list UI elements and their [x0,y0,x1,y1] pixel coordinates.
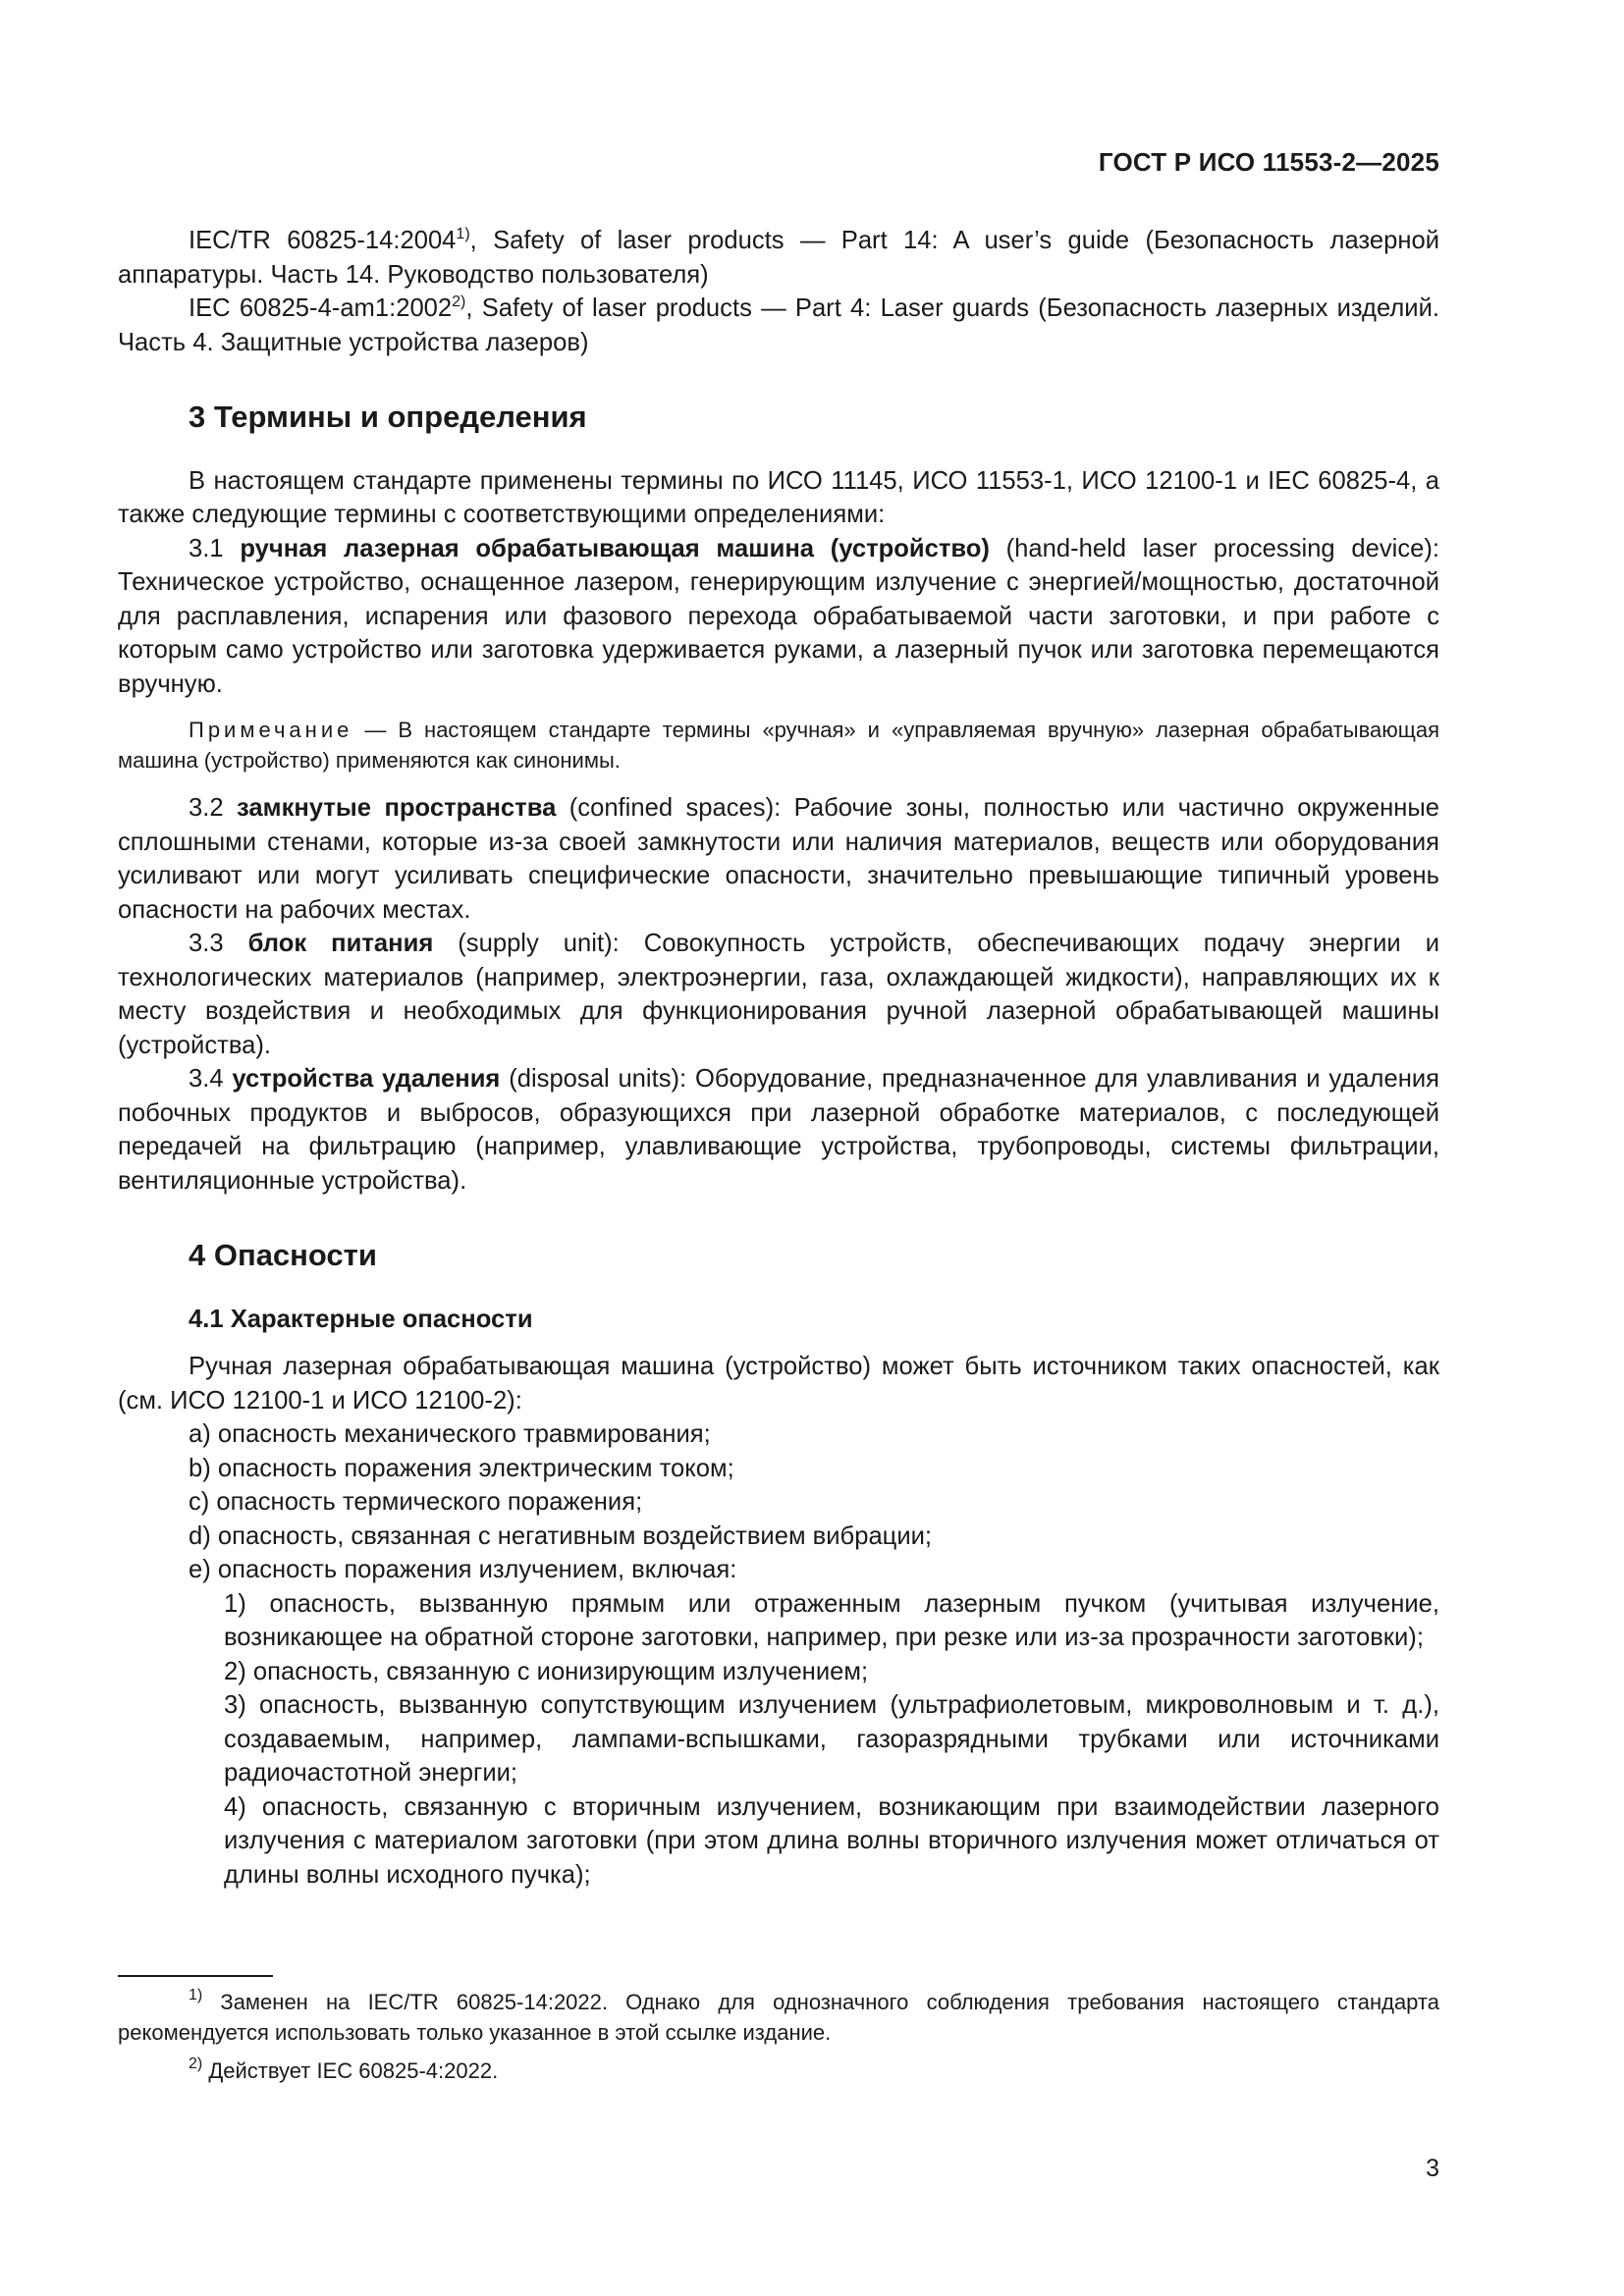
term-3-1-number: 3.1 [189,534,224,562]
reference-1-id: IEC/TR 60825-14:2004 [189,227,457,254]
reference-2-text: , Safety of laser products — Part 4: Laser guards (Безопасность лазерных изделий. Часть 4. Защитные устройства лазеров) [118,294,1439,356]
term-3-3-number: 3.3 [189,930,224,957]
term-3-1-definition: (hand-held laser processing device): Техническое устройство, оснащенное лазером, генерирующим излучение с энергией/мощностью, достаточной для расплавления, испарения или фазового перехода обрабатываемой части заготовки, и при работе с которым само устройство или заготовка удерживается руками, а лазерный пучок или заготовка перемещаются вручную. [118,534,1439,698]
term-3-4-name: устройства удаления [232,1065,501,1093]
term-3-2-name: замкнутые пространства [237,794,557,822]
footnote-1-mark: 1) [189,1987,203,2003]
term-3-2 [118,791,1439,927]
subsection-4-1-title: 4.1 Характерные опасности [189,1305,533,1333]
term-3-1 [118,532,1439,702]
footnote-2-text: Действует IEC 60825-4:2022. [202,2058,499,2083]
subsection-4-1-intro: Ручная лазерная обрабатывающая машина (устройство) может быть источником таких опасностей, как (см. ИСО 12100-1 и ИСО 12100-2): [118,1353,1439,1415]
term-3-4-definition: (disposal units): Оборудование, предназначенное для улавливания и удаления побочных продуктов и выбросов, образующихся при лазерной обработке материалов, с последующей передачей на фильтрацию (например, улавливающие устройства, трубопроводы, системы фильтрации, вентиляционные устройства). [118,1065,1439,1195]
document-header: ГОСТ Р ИСО 11553-2—2025 [1098,147,1439,177]
term-3-4 [118,1062,1439,1198]
note-label: Примечание [189,718,353,742]
list-item: b) опасность поражения электрическим током; [189,1454,734,1482]
reference-1-footnote-mark: 1) [456,226,470,242]
term-3-1-name: ручная лазерная обрабатывающая машина (устройство) [240,534,990,562]
page-number: 3 [1426,2155,1439,2182]
list-item: c) опасность термического поражения; [189,1488,643,1516]
sub-list-item: 1) опасность, вызванную прямым или отраженным лазерным пучком (учитывая излучение, возникающее на обратной стороне заготовки, например, при резке или из-за прозрачности заготовки); [224,1589,1439,1651]
term-3-3-name: блок питания [247,930,434,957]
footnote-2-mark: 2) [189,2056,203,2072]
section-4-title: 4 Опасности [189,1238,377,1272]
section-3-title: 3 Термины и определения [189,400,587,434]
footnote-divider [118,1975,273,1977]
note [118,715,1439,775]
term-3-2-number: 3.2 [189,794,224,822]
reference-2-id: IEC 60825-4-am1:2002 [189,294,453,322]
reference-2 [118,292,1439,359]
sub-list-item: 2) опасность, связанную с ионизирующим излучением; [224,1657,869,1685]
note-text: — В настоящем стандарте термины «ручная» и «управляемая вручную» лазерная обрабатывающая машина (устройство) применяются как синонимы. [118,718,1439,773]
term-3-3 [118,927,1439,1062]
term-3-3-definition: (supply unit): Совокупность устройств, обеспечивающих подачу энергии и технологических материалов (например, электроэнергии, газа, охлаждающей жидкости), направляющих их к месту воздействия и необходимых для функционирования ручной лазерной обрабатывающей машины (устройства). [118,930,1439,1059]
list-item: d) опасность, связанная с негативным воздействием вибрации; [189,1522,933,1550]
term-3-4-number: 3.4 [189,1065,224,1093]
list-item: e) опасность поражения излучением, включая: [189,1556,737,1583]
footnote-1-text: Заменен на IEC/TR 60825-14:2022. Однако для однозначного соблюдения требования настоящего стандарта рекомендуется использовать только указанное в этой ссылке издание. [118,1990,1439,2045]
term-3-2-definition: (confined spaces): Рабочие зоны, полностью или частично окруженные сплошными стенами, которые из-за своей замкнутости или наличия материалов, веществ или оборудования усиливают или могут усиливать специфические опасности, значительно превышающие типичный уровень опасности на рабочих местах. [118,794,1439,924]
main-content [118,224,1439,1892]
reference-1 [118,224,1439,292]
list-item: a) опасность механического травмирования; [189,1420,711,1448]
reference-2-footnote-mark: 2) [452,294,466,310]
footnotes [118,1987,1439,2094]
section-3-intro: В настоящем стандарте применены термины по ИСО 11145, ИСО 11553-1, ИСО 12100-1 и IEC 60825-4, а также следующие термины с соответствующими определениями: [118,466,1439,528]
reference-1-text: , Safety of laser products — Part 14: A user’s guide (Безопасность лазерной аппаратуры. Часть 14. Руководство пользователя) [118,227,1439,289]
footnote-2 [118,2056,1439,2086]
sub-list-item: 4) опасность, связанную с вторичным излучением, возникающим при взаимодействии лазерного излучения с материалом заготовки (при этом длина волны вторичного излучения может отличаться от длины волны исходного пучка); [224,1792,1439,1889]
footnote-1 [118,1987,1439,2048]
sub-list-item: 3) опасность, вызванную сопутствующим излучением (ультрафиолетовым, микроволновым и т. д.), создаваемым, например, лампами-вспышками, газоразрядными трубками или источниками радиочастотной энергии; [224,1691,1439,1787]
